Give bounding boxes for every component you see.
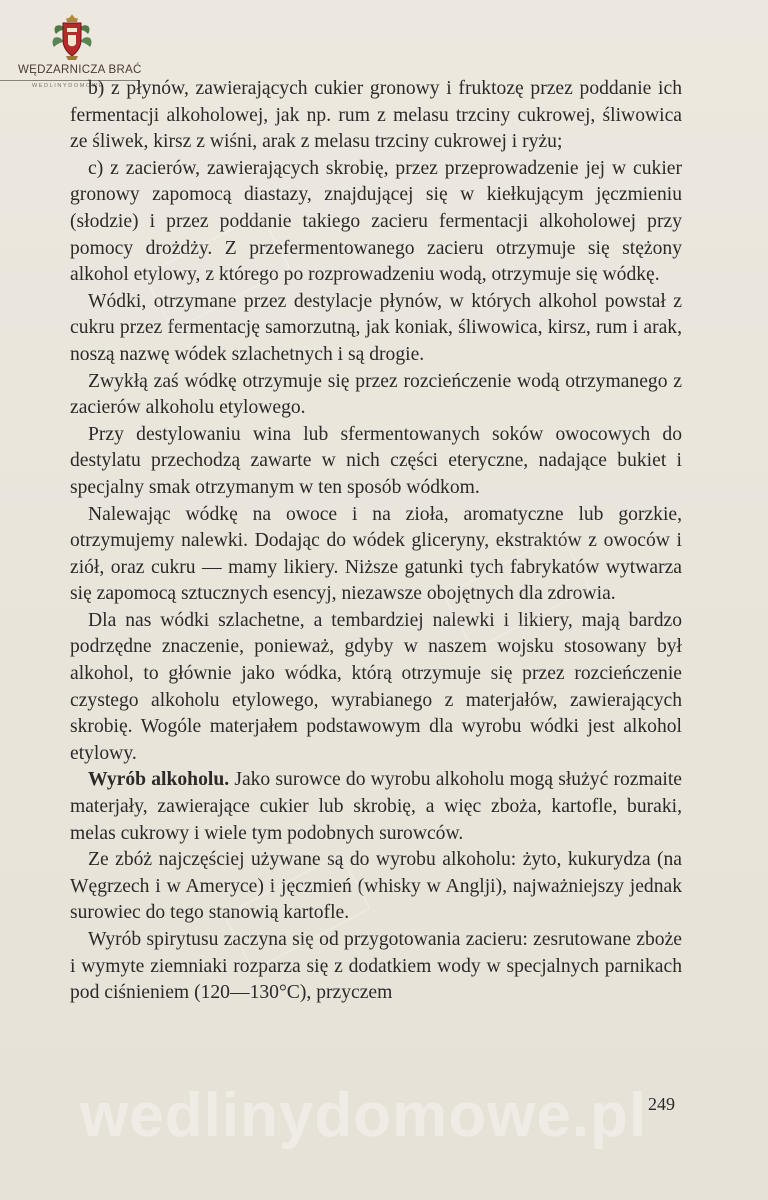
paragraph-3: Wódki, otrzymane przez destylacje płynów, w których alkohol powstał z cukru przez fermentację samorzutną, jak koniak, śliwowica, kirsz, rum i arak, noszą nazwę wódek szlachetnych i są drogie. [70, 290, 682, 365]
page-number: 249 [648, 1094, 675, 1114]
paragraph-5: Przy destylowaniu wina lub sfermentowanych soków owocowych do destylatu przechodzą zawarte w nich części eteryczne, nadające bukiet i specjalny smak otrzymanym w ten sposób wódkom. [70, 423, 682, 498]
paragraph-2: c) z zacierów, zawierających skrobię, przez przeprowadzenie jej w cukier gronowy zapomocą diastazy, znajdującej się w kiełkującym jęczmieniu (słodzie) i przez poddanie takiego zacieru fermentacji alkoholowej przy pomocy drożdży. Z przefermentowanego zacieru otrzymuje się stężony alkohol etylowy, z którego po rozprowadzeniu wodą, otrzymuje się wódkę. [70, 157, 682, 286]
paragraph-8 [70, 767, 682, 847]
paragraph-9: Ze zbóż najczęściej używane są do wyrobu alkoholu: żyto, kukurydza (na Węgrzech i w Ameryce) i jęczmień (whisky w Anglji), najważniejszy jednak surowiec do tego stanowią kartofle. [70, 849, 682, 924]
paragraph-10: Wyrób spirytusu zaczyna się od przygotowania zacieru: zesrutowane zboże i wymyte ziemniaki rozparza się z dodatkiem wody w specjalnych parnikach pod ciśnieniem (120—130°C), przyczem [70, 929, 682, 1004]
watermark-text: wedlinydomowe.pl [80, 1081, 648, 1150]
paragraph-6: Nalewając wódkę na owoce i na zioła, aromatyczne lub gorzkie, otrzymujemy nalewki. Dodając do wódek gliceryny, ekstraktów z owoców i ziół, oraz cukru — mamy likiery. Niższe gatunki tych fabrykatów wytwarza się zapomocą sztucznych esencyj, niezawsze obojętnych dla zdrowia. [70, 503, 682, 605]
brand-name: WĘDZARNICZA BRAĆ [18, 64, 142, 76]
section-heading: Wyrób alkoholu. [88, 769, 230, 791]
paragraph-4: Zwykłą zaś wódkę otrzymuje się przez rozcieńczenie wodą otrzymanego z zacierów alkoholu etylowego. [70, 370, 682, 419]
list-marker-b: b) [88, 78, 112, 99]
article-body [70, 76, 682, 1007]
paragraph-1 [70, 76, 682, 156]
paragraph-1-text: z płynów, zawierających cukier gronowy i fruktozę przez poddanie ich fermentacji alkoholowej, jak np. rum z melasu trzciny cukrowej, śliwowica ze śliwek, kirsz z wiśni, arak z melasu trzciny cukrowej i ryżu; [70, 78, 682, 153]
coat-of-arms-icon [50, 12, 94, 62]
paragraph-7: Dla nas wódki szlachetne, a tembardziej nalewki i likiery, mają bardzo podrzędne znaczenie, ponieważ, gdyby w naszem wojsku stosowany był alkohol, to głównie jako wódka, którą otrzymuje się przez rozcieńczenie czystego alkoholu etylowego, wyrabianego z materjałów, zawierających skrobię. Wogóle materjałem podstawowym dla wyrobu wódki jest alkohol etylowy. [70, 609, 682, 764]
paragraph-8-text: Jako surowce do wyrobu alkoholu mogą służyć rozmaite materjały, zawierające cukier lub skrobię, a więc zboża, kartofle, buraki, melas cukrowy i wiele tym podobnych surowców. [70, 769, 682, 844]
brand-subtitle: WEDLINYDOMOWE [32, 83, 104, 89]
